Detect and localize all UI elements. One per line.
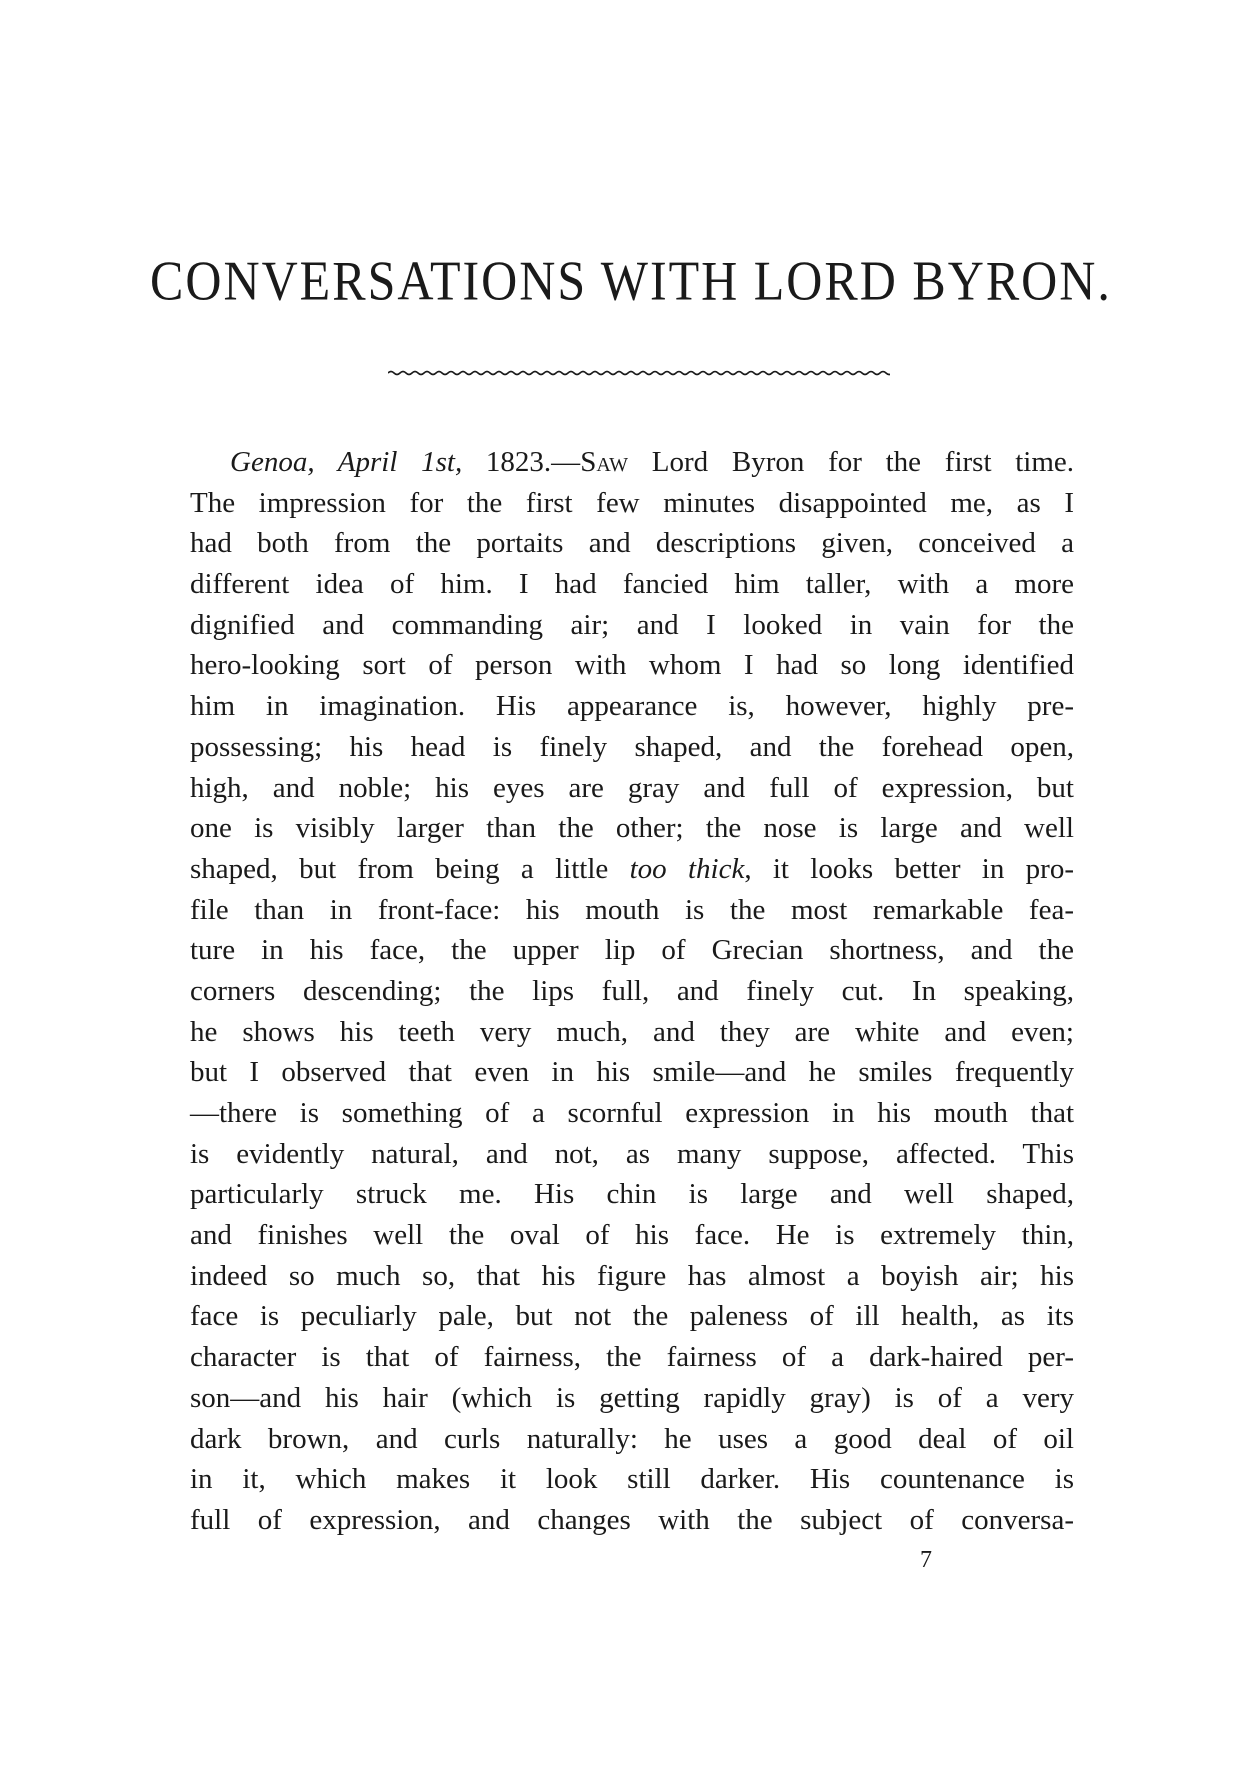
- text-line: face is peculiarly pale, but not the paleness of ill health, as its: [190, 1300, 1074, 1333]
- text-line: shaped, but from being a little too thick, it looks better in pro-: [190, 852, 1074, 885]
- text-line: file than in front-face: his mouth is the most remarkable fea-: [190, 893, 1074, 926]
- text-line: corners descending; the lips full, and finely cut. In speaking,: [190, 974, 1074, 1007]
- page-title: CONVERSATIONS WITH LORD BYRON.: [150, 249, 1112, 312]
- text-line: —there is something of a scornful expression in his mouth that: [190, 1097, 1074, 1129]
- text-line: particularly struck me. His chin is large and well shaped,: [190, 1178, 1074, 1211]
- text-line: him in imagination. His appearance is, however, highly pre-: [190, 690, 1074, 723]
- text-line: The impression for the first few minutes disappointed me, as I: [190, 486, 1074, 519]
- text-line: one is visibly larger than the other; the nose is large and well: [190, 812, 1074, 845]
- text-line: Genoa, April 1st, 1823.—Saw Lord Byron for the first time.: [230, 446, 1075, 478]
- text-line: he shows his teeth very much, and they are white and even;: [190, 1015, 1074, 1048]
- body-text: [190, 442, 1074, 1541]
- page-number: 7: [920, 1547, 932, 1573]
- text-line: hero-looking sort of person with whom I had so long identified: [190, 649, 1074, 682]
- text-line: ture in his face, the upper lip of Grecian shortness, and the: [190, 934, 1074, 967]
- italic-phrase: too thick: [629, 852, 745, 885]
- text-line: but I observed that even in his smile—and he smiles frequently: [190, 1056, 1074, 1089]
- text-line: high, and noble; his eyes are gray and full of expression, but: [190, 771, 1074, 804]
- text-line: had both from the portaits and descriptions given, conceived a: [190, 527, 1074, 560]
- text-line: in it, which makes it look still darker. His countenance is: [190, 1463, 1074, 1496]
- text-line: dignified and commanding air; and I looked in vain for the: [190, 608, 1074, 641]
- dateline: Genoa, April 1st,: [230, 446, 463, 478]
- text-line: dark brown, and curls naturally: he uses a good deal of oil: [190, 1422, 1074, 1455]
- text-line: different idea of him. I had fancied him taller, with a more: [190, 568, 1074, 601]
- text-line: possessing; his head is finely shaped, and the forehead open,: [190, 730, 1074, 763]
- text-line: character is that of fairness, the fairness of a dark-haired per-: [190, 1341, 1074, 1374]
- text-line: indeed so much so, that his figure has almost a boyish air; his: [190, 1259, 1074, 1292]
- text-line: full of expression, and changes with the subject of conversa-: [190, 1503, 1074, 1536]
- text-line: and finishes well the oval of his face. He is extremely thin,: [190, 1219, 1074, 1252]
- text-line: is evidently natural, and not, as many suppose, affected. This: [190, 1137, 1074, 1170]
- decorative-wavy-rule: [388, 366, 890, 380]
- text-line: son—and his hair (which is getting rapidly gray) is of a very: [190, 1381, 1074, 1414]
